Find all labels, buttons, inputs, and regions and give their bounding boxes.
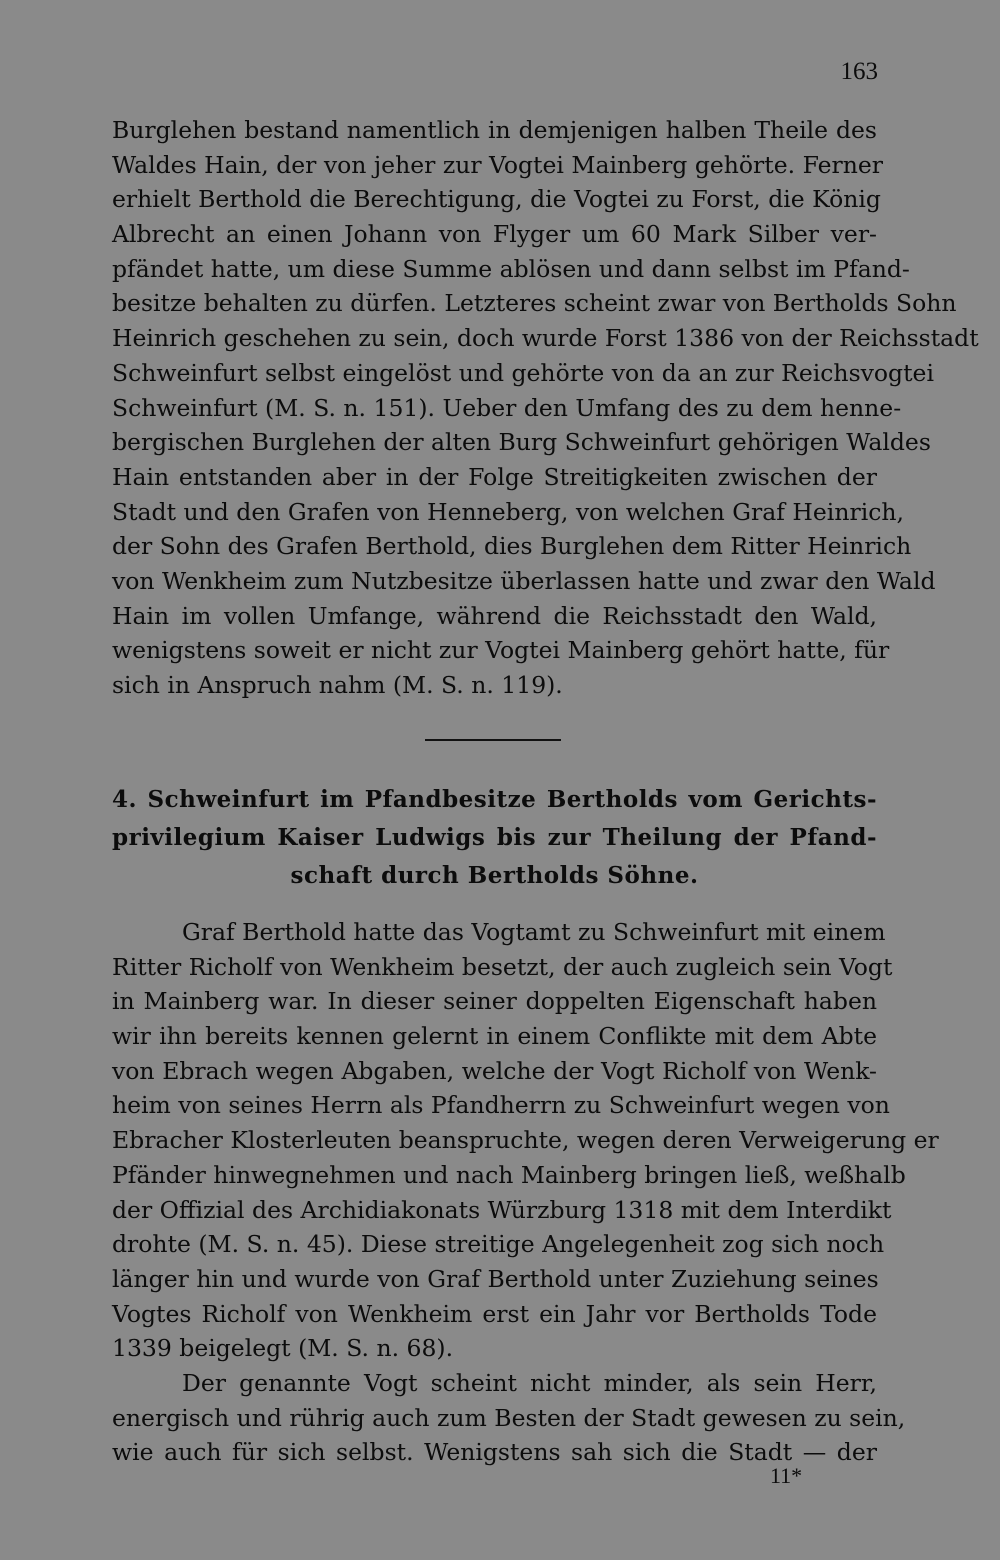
text-line: Schweinfurt (M. S. n. 151). Ueber den Umfang des zu dem henne-: [112, 393, 902, 422]
text-line: Ritter Richolf von Wenkheim besetzt, der auch zugleich sein Vogt: [112, 952, 893, 981]
section-heading: [112, 781, 877, 895]
text-line: der Sohn des Grafen Berthold, dies Burglehen dem Ritter Heinrich: [112, 532, 912, 561]
heading-line: privilegium Kaiser Ludwigs bis zur Theilung der Pfand-: [112, 824, 877, 851]
text-line: pfändet hatte, um diese Summe ablösen und dann selbst im Pfand-: [112, 254, 910, 283]
text-line: drohte (M. S. n. 45). Diese streitige Angelegenheit zog sich noch: [112, 1230, 885, 1259]
text-line: Der genannte Vogt scheint nicht minder, als sein Herr,: [182, 1368, 877, 1397]
text-line: länger hin und wurde von Graf Berthold unter Zuziehung seines: [112, 1264, 879, 1293]
page-number: 163: [840, 58, 878, 85]
paragraph-2: [112, 915, 939, 1470]
text-line: Ebracher Klosterleuten beanspruchte, wegen deren Verweigerung er: [112, 1126, 939, 1155]
text-line: in Mainberg war. In dieser seiner doppelten Eigenschaft haben: [112, 987, 877, 1016]
text-line: bergischen Burglehen der alten Burg Schweinfurt gehörigen Waldes: [112, 428, 931, 457]
text-line: Vogtes Richolf von Wenkheim erst ein Jahr vor Bertholds Tode: [112, 1299, 877, 1328]
text-line: Hain im vollen Umfange, während die Reichsstadt den Wald,: [112, 601, 877, 630]
text-line: erhielt Berthold die Berechtigung, die Vogtei zu Forst, die König: [112, 185, 881, 214]
text-line: wie auch für sich selbst. Wenigstens sah sich die Stadt — der: [112, 1438, 877, 1467]
text-line: der Offizial des Archidiakonats Würzburg 1318 mit dem Interdikt: [112, 1195, 892, 1224]
heading-line: 4. Schweinfurt im Pfandbesitze Bertholds vom Gerichts-: [112, 786, 877, 813]
text-line: Waldes Hain, der von jeher zur Vogtei Mainberg gehörte. Ferner: [112, 150, 884, 179]
heading-line: schaft durch Bertholds Söhne.: [290, 862, 699, 889]
text-line: Heinrich geschehen zu sein, doch wurde Forst 1386 von der Reichsstadt: [112, 324, 979, 353]
text-line: wir ihn bereits kennen gelernt in einem Conflikte mit dem Abte: [112, 1022, 877, 1051]
text-line: Albrecht an einen Johann von Flyger um 60 Mark Silber ver-: [112, 220, 877, 249]
text-line: Graf Berthold hatte das Vogtamt zu Schweinfurt mit einem: [182, 918, 886, 946]
text-line: Burglehen bestand namentlich in demjenigen halben Theile des: [112, 116, 877, 144]
text-line: wenigstens soweit er nicht zur Vogtei Mainberg gehört hatte, für: [112, 636, 890, 665]
text-line: Pfänder hinwegnehmen und nach Mainberg bringen ließ, weßhalb: [112, 1160, 906, 1189]
text-line: 1339 beigelegt (M. S. n. 68).: [112, 1334, 454, 1363]
text-line: von Ebrach wegen Abgaben, welche der Vogt Richolf von Wenk-: [112, 1056, 877, 1085]
text-line: Stadt und den Grafen von Henneberg, von welchen Graf Heinrich,: [112, 497, 904, 526]
section-divider: [425, 739, 561, 741]
text-line: heim von seines Herrn als Pfandherrn zu Schweinfurt wegen von: [112, 1091, 890, 1120]
text-line: besitze behalten zu dürfen. Letzteres scheint zwar von Bertholds Sohn: [112, 289, 957, 318]
text-line: Hain entstanden aber in der Folge Streitigkeiten zwischen der: [112, 462, 877, 491]
paragraph-1: [112, 113, 979, 703]
text-line: energisch und rührig auch zum Besten der Stadt gewesen zu sein,: [112, 1403, 906, 1432]
text-line: sich in Anspruch nahm (M. S. n. 119).: [112, 671, 563, 699]
text-line: Schweinfurt selbst eingelöst und gehörte von da an zur Reichsvogtei: [112, 358, 934, 387]
signature-mark: 11*: [770, 1463, 803, 1488]
text-line: von Wenkheim zum Nutzbesitze überlassen hatte und zwar den Wald: [112, 566, 936, 595]
